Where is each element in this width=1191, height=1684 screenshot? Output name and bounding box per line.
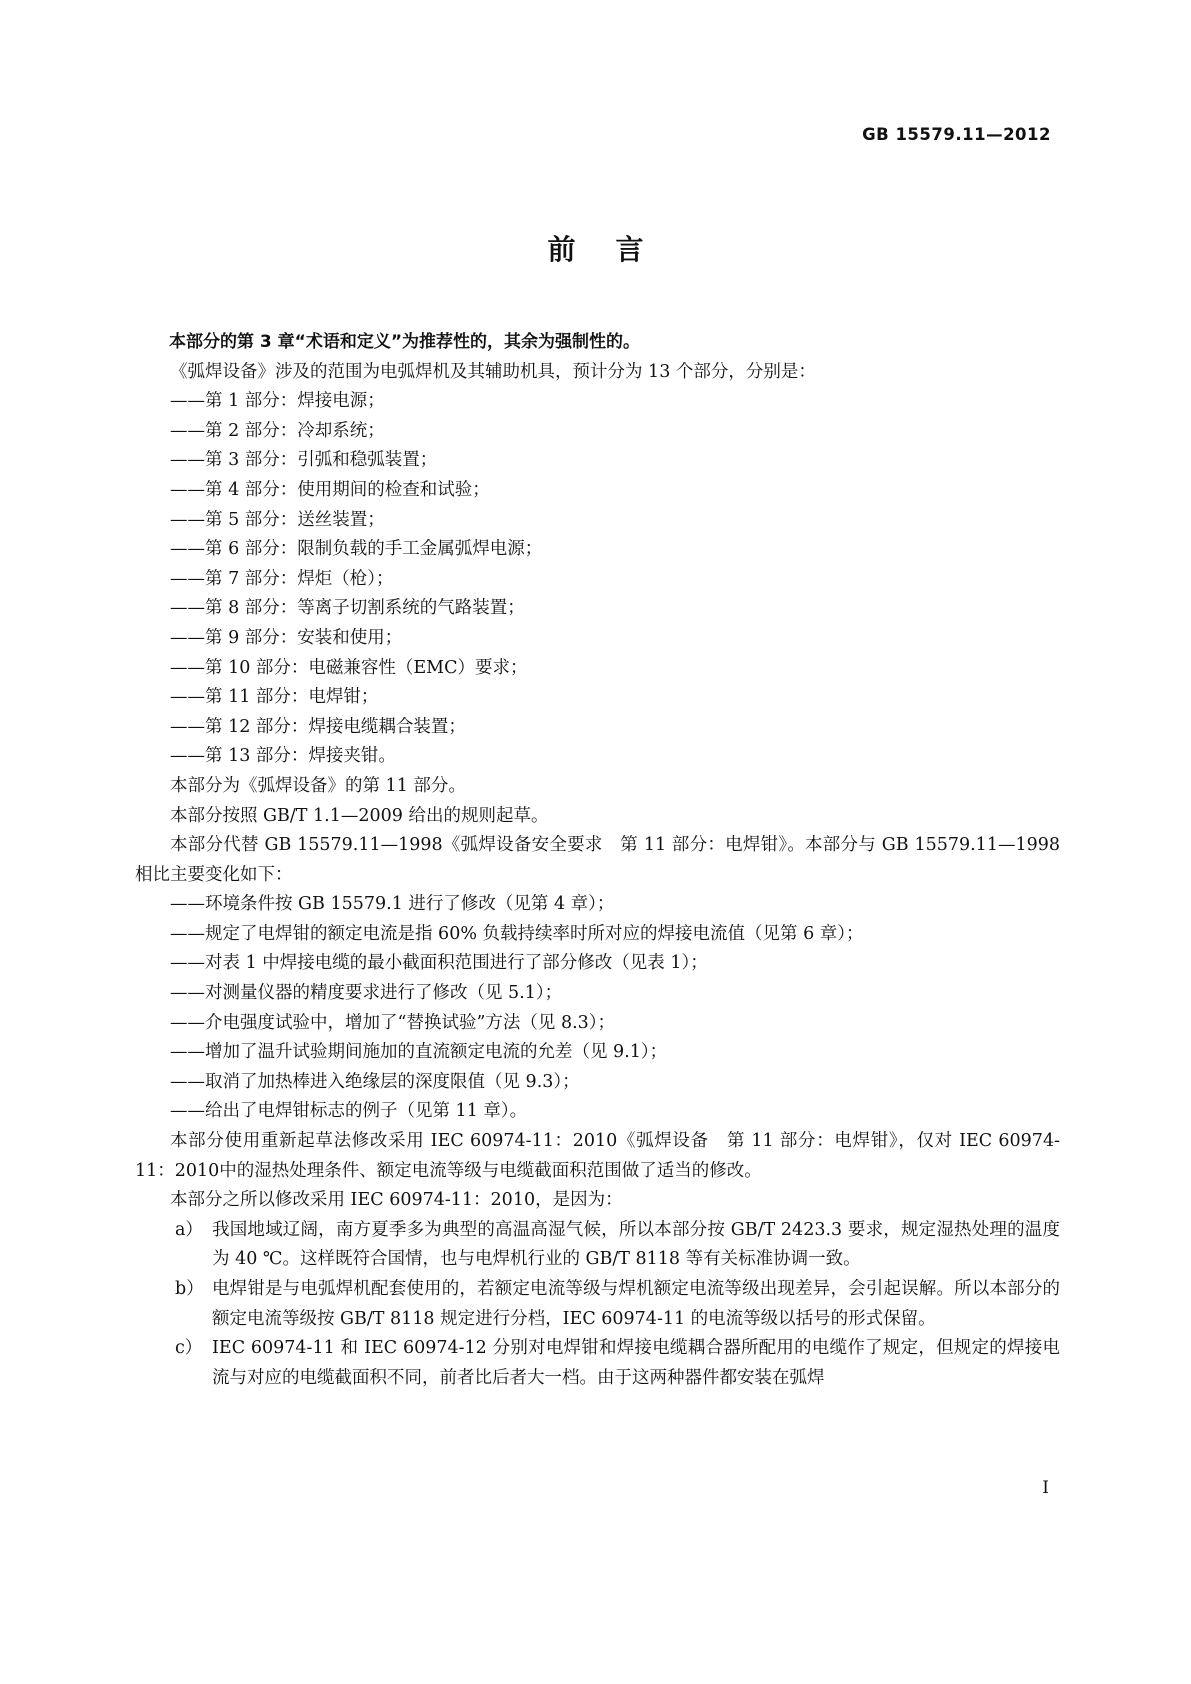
paragraph-drafting-rules: 本部分按照 GB/T 1.1—2009 给出的规则起草。 [170,805,549,826]
parts-list-item: ——第 1 部分：焊接电源； [170,391,385,412]
reasons-item-label: b） [175,1279,204,1299]
paragraph-parts-intro: 《弧焊设备》涉及的范围为电弧焊机及其辅助机具，预计分为 13 个部分，分别是： [170,361,816,382]
reasons-item-text: 我国地域辽阔，南方夏季多为典型的高温高湿气候，所以本部分按 GB/T 2423.3 要求，规定湿热处理的温度为 40 ℃。这样既符合国情，也与电焊机行业的 GB/T 8118 等有关标准协调一致。 [212,1219,1060,1270]
parts-list-item: ——第 10 部分：电磁兼容性（EMC）要求； [170,657,528,678]
parts-list-item: ——第 2 部分：冷却系统； [170,420,385,441]
changes-list-item: ——对表 1 中焊接电缆的最小截面积范围进行了部分修改（见表 1）； [170,953,708,974]
changes-list-item: ——增加了温升试验期间施加的直流额定电流的允差（见 9.1）； [170,1042,668,1063]
page-number: I [1042,1478,1049,1498]
parts-list-item: ——第 6 部分：限制负载的手工金属弧焊电源； [170,539,543,560]
standard-prefix: GB [862,125,890,144]
parts-list-item: ——第 8 部分：等离子切割系统的气路装置； [170,598,525,619]
standard-number [862,125,1051,144]
parts-list-item: ——第 12 部分：焊接电缆耦合装置； [170,716,466,737]
changes-list-item: ——规定了电焊钳的额定电流是指 60% 负载持续率时所对应的焊接电流值（见第 6 章）； [170,923,864,944]
parts-list-item: ——第 13 部分：焊接夹钳。 [170,746,396,767]
parts-list-item: ——第 11 部分：电焊钳； [170,687,379,708]
reasons-list-item [135,1275,1060,1334]
paragraph-reasons-intro: 本部分之所以修改采用 IEC 60974-11：2010，是因为： [170,1190,623,1211]
parts-list-item: ——第 7 部分：焊炬（枪）； [170,568,394,589]
paragraph-normative-note: 本部分的第 3 章“术语和定义”为推荐性的，其余为强制性的。 [169,332,641,352]
reasons-item-text: 电焊钳是与电弧焊机配套使用的，若额定电流等级与焊机额定电流等级出现差异，会引起误解。所以本部分的额定电流等级按 GB/T 8118 规定进行分档，IEC 60974-11 的电流等级以括号的形式保留。 [212,1279,1060,1329]
page-title: 前言 [547,233,684,266]
reasons-list-item [135,1334,1060,1393]
paragraph-replaces: 本部分代替 GB 15579.11—1998《弧焊设备安全要求 第 11 部分：电焊钳》。本部分与 GB 15579.11—1998 相比主要变化如下： [135,835,1060,885]
reasons-item-label: c） [175,1338,203,1359]
parts-list-item: ——第 9 部分：安装和使用； [170,627,403,648]
reasons-list [135,1216,1060,1394]
changes-list-item: ——对测量仪器的精度要求进行了修改（见 5.1）； [170,983,563,1004]
reasons-list-item [135,1216,1060,1275]
reasons-item-text: IEC 60974-11 和 IEC 60974-12 分别对电焊钳和焊接电缆耦合器所配用的电缆作了规定，但规定的焊接电流与对应的电缆截面积不同，前者比后者大一档。由于这两种器件都安装在弧焊 [212,1338,1060,1388]
changes-list-item: ——取消了加热棒进入绝缘层的深度限值（见 9.3）； [170,1071,580,1092]
standard-code: 15579.11—2012 [895,125,1051,144]
parts-list-item: ——第 4 部分：使用期间的检查和试验； [170,479,490,500]
parts-list-item: ——第 3 部分：引弧和稳弧装置； [170,450,438,471]
paragraph-adoption: 本部分使用重新起草法修改采用 IEC 60974-11：2010《弧焊设备 第 11 部分：电焊钳》，仅对 IEC 60974-11：2010中的湿热处理条件、额定电流等级与电缆截面积范围做了适当的修改。 [135,1131,1060,1181]
changes-list-item: ——环境条件按 GB 15579.1 进行了修改（见第 4 章）； [170,894,615,915]
parts-list [135,387,1060,772]
paragraph-part-number: 本部分为《弧焊设备》的第 11 部分。 [170,775,466,796]
document-body [135,328,1060,1393]
changes-list-item: ——介电强度试验中，增加了“替换试验”方法（见 8.3）； [170,1012,616,1033]
reasons-item-label: a） [175,1219,203,1240]
changes-list [135,890,1060,1127]
parts-list-item: ——第 5 部分：送丝装置； [170,509,385,530]
changes-list-item: ——给出了电焊钳标志的例子（见第 11 章）。 [170,1101,528,1122]
